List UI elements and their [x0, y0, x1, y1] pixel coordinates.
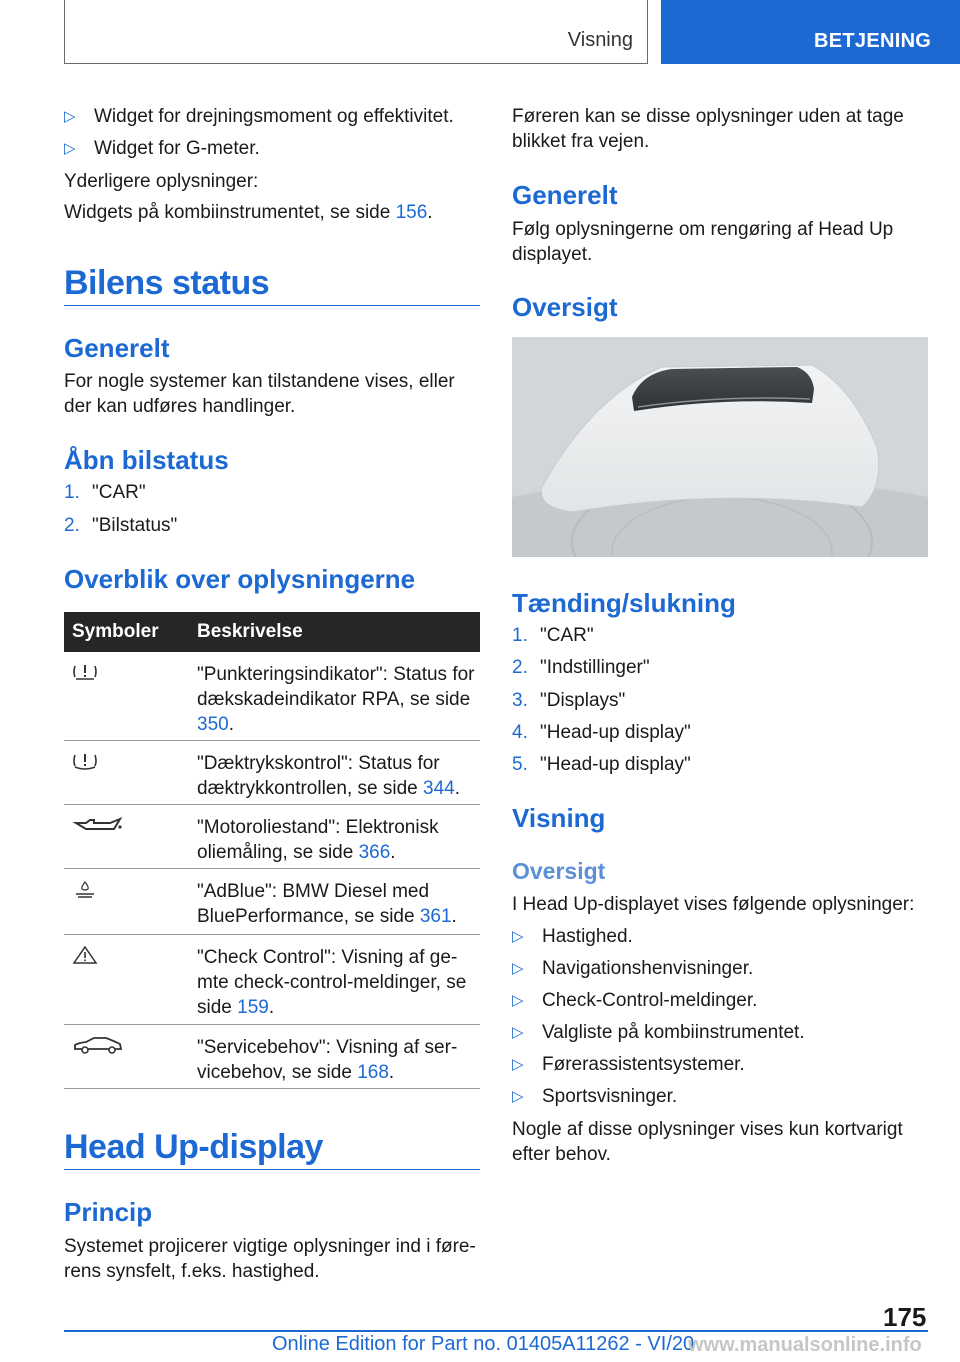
triangle-bullet-icon: ▷ [64, 108, 76, 125]
list-item: ▷ Hastighed. [512, 926, 633, 947]
list-item: ▷ Check-Control-meldinger. [512, 990, 758, 1011]
list-item: ▷ Valgliste på kombiinstrumentet. [512, 1022, 805, 1043]
heading-oversigt: Oversigt [512, 292, 618, 322]
tire-warning-icon [72, 662, 98, 682]
page-number: 175 [883, 1302, 927, 1332]
footer-rule [64, 1330, 928, 1332]
triangle-bullet-icon: ▷ [512, 1024, 524, 1041]
heading-bilens-status: Bilens status [64, 264, 270, 302]
footer-edition: Online Edition for Part no. 01405A11262 - VI/20 [272, 1333, 695, 1355]
list-item: 1. "CAR" [512, 625, 594, 646]
heading-visning: Visning [512, 803, 606, 833]
visning-text: I Head Up-displayet vises følgende oplysninger: [512, 894, 915, 915]
table-header [64, 612, 480, 652]
table-row: "Punkteringsindikator": Status for dækskadeindikator RPA, se side 350. [64, 652, 480, 741]
heading-head-up-display: Head Up-display [64, 1128, 323, 1166]
widgets-reference: Widgets på kombiinstrumentet, se side 156. [64, 202, 433, 223]
table-row: "Dæktrykskontrol": Status for dæktrykkontrollen, se side 344. [64, 741, 480, 805]
head-up-display-image [512, 337, 928, 557]
car-service-icon [72, 1035, 124, 1055]
triangle-bullet-icon: ▷ [512, 928, 524, 945]
triangle-bullet-icon: ▷ [512, 1056, 524, 1073]
triangle-bullet-icon: ▷ [512, 960, 524, 977]
heading-taending: Tænding/slukning [512, 588, 736, 618]
page-link[interactable]: 168 [357, 1062, 389, 1083]
heading-generelt: Generelt [512, 180, 618, 210]
list-item: 2. "Bilstatus" [64, 515, 178, 536]
list-item: ▷ Widget for G-meter. [64, 138, 260, 159]
footer-watermark: www.manualsonline.info [688, 1334, 922, 1356]
warning-triangle-icon [72, 945, 98, 965]
page-link[interactable]: 156 [395, 202, 428, 223]
generelt-text: Følg oplysningerne om rengøring af Head Up displayet. [512, 219, 894, 265]
triangle-bullet-icon: ▷ [512, 992, 524, 1009]
heading-oversigt-sub: Oversigt [512, 858, 606, 884]
table-row: "Check Control": Visning af ge-mte check-control-meldinger, se side 159. [64, 935, 480, 1025]
heading-abn-bilstatus: Åbn bilstatus [64, 445, 229, 475]
visning-note: Nogle af disse oplysninger vises kun kortvarigt efter behov. [512, 1119, 903, 1165]
page-link[interactable]: 159 [237, 997, 269, 1018]
page-link[interactable]: 350 [197, 714, 229, 735]
intro-text: Føreren kan se disse oplysninger uden at tage blikket fra vejen. [512, 106, 904, 152]
adblue-icon [72, 879, 98, 899]
list-item: 3. "Displays" [512, 690, 626, 711]
page-link[interactable]: 344 [423, 778, 455, 799]
header-chapter-tab [661, 0, 960, 64]
header-section-title: Visning [567, 29, 633, 51]
triangle-bullet-icon: ▷ [64, 140, 76, 157]
generelt-text: For nogle systemer kan tilstandene vises, eller der kan udføres handlinger. [64, 371, 455, 417]
oil-can-icon [72, 815, 124, 835]
tire-pressure-icon [72, 751, 98, 771]
heading-generelt: Generelt [64, 333, 170, 363]
col-symbol-header: Symboler [72, 621, 159, 642]
page-link[interactable]: 366 [358, 842, 391, 863]
list-item: 2. "Indstillinger" [512, 657, 650, 678]
heading-overblik: Overblik over oplysningerne [64, 564, 416, 594]
list-item: 1. "CAR" [64, 482, 146, 503]
page-link[interactable]: 361 [419, 906, 452, 927]
heading-princip: Princip [64, 1197, 153, 1227]
header-chapter-title: BETJENING [814, 30, 932, 52]
heading-rule [64, 305, 480, 306]
list-item: ▷ Navigationshenvisninger. [512, 958, 754, 979]
list-item: ▷ Førerassistentsystemer. [512, 1054, 745, 1075]
list-item: 5. "Head-up display" [512, 754, 691, 775]
more-info-label: Yderligere oplysninger: [64, 171, 259, 192]
table-row: "AdBlue": BMW Diesel med BluePerformance, se side 361. [64, 869, 480, 935]
table-row: "Servicebehov": Visning af ser-vicebehov, se side 168. [64, 1025, 480, 1089]
list-item: ▷ Widget for drejningsmoment og effektivitet. [64, 106, 454, 127]
princip-text: Systemet projicerer vigtige oplysninger ind i føre-rens synsfelt, f.eks. hastighed. [64, 1236, 476, 1282]
header-section-box [64, 0, 648, 64]
heading-rule [64, 1169, 480, 1170]
list-item: 4. "Head-up display" [512, 722, 691, 743]
col-desc-header: Beskrivelse [197, 621, 303, 642]
table-row: "Motoroliestand": Elektronisk oliemåling, se side 366. [64, 805, 480, 869]
triangle-bullet-icon: ▷ [512, 1088, 524, 1105]
list-item: ▷ Sportsvisninger. [512, 1086, 678, 1107]
